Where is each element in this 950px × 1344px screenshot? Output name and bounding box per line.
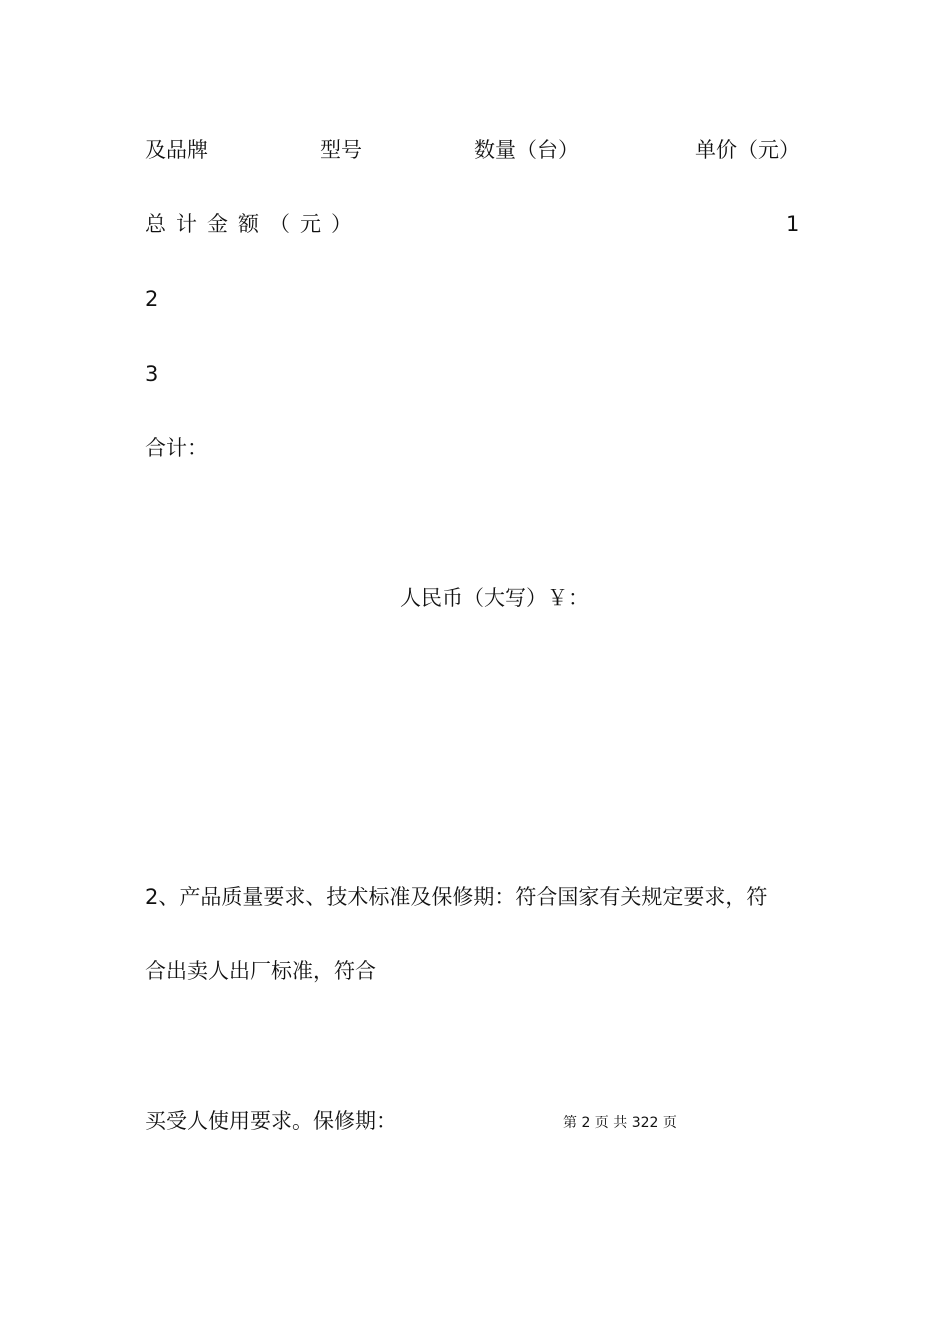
header-model: 型号 bbox=[320, 138, 362, 162]
rmb-amount-label: 人民币（大写）￥： bbox=[400, 586, 589, 610]
header-brand: 及品牌 bbox=[145, 138, 208, 162]
header-quantity: 数量（台） bbox=[474, 138, 579, 162]
row-number-2: 2 bbox=[145, 287, 159, 311]
clause2-line1: 2、产品质量要求、技术标准及保修期：符合国家有关规定要求，符 bbox=[145, 885, 768, 909]
clause2-line3: 买受人使用要求。保修期： bbox=[145, 1109, 397, 1133]
row-number-3: 3 bbox=[145, 362, 159, 386]
clause2-line2: 合出卖人出厂标准，符合 bbox=[145, 959, 376, 983]
header-unit-price: 单价（元） bbox=[695, 138, 800, 162]
header-total-amount: 总计金额（元） bbox=[145, 212, 362, 236]
page-footer: 第 2 页 共 322 页 bbox=[563, 1115, 677, 1131]
row-number-1: 1 bbox=[786, 212, 800, 236]
subtotal-label: 合计： bbox=[145, 436, 208, 460]
